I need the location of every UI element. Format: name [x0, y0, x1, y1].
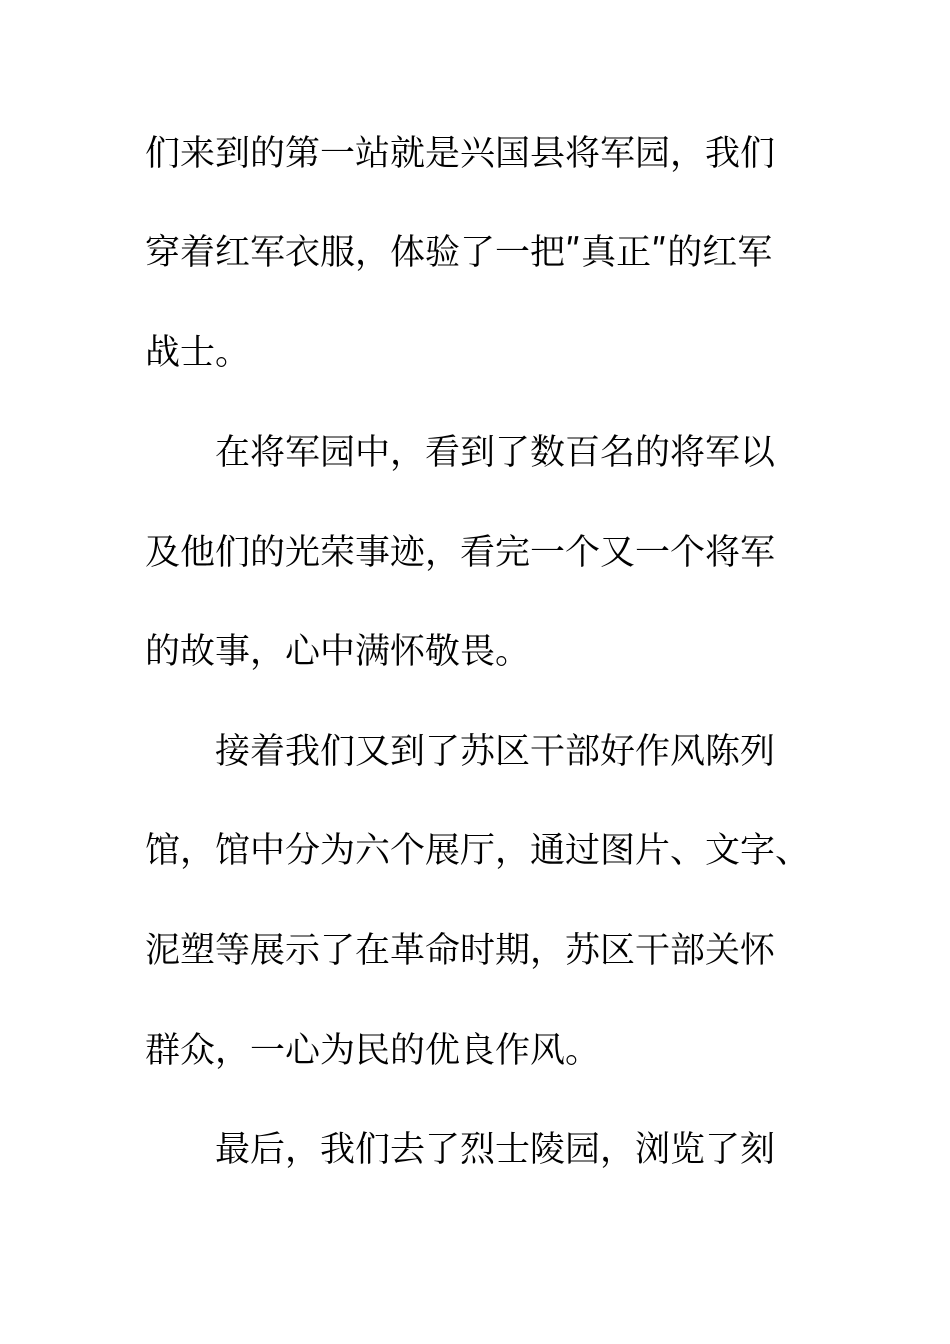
paragraph-first-line: 接着我们又到了苏区干部好作风陈列	[215, 732, 776, 772]
text-line: 馆，馆中分为六个展厅，通过图片、文字、	[145, 831, 811, 871]
text-line: 泥塑等展示了在革命时期，苏区干部关怀	[145, 931, 776, 971]
text-line: 群众，一心为民的优良作风。	[145, 1031, 601, 1071]
text-line: 战士。	[145, 333, 251, 373]
text-line: 的故事，心中满怀敬畏。	[145, 632, 531, 672]
text-line: 们来到的第一站就是兴国县将军园，我们	[145, 134, 776, 174]
paragraph-first-line: 最后，我们去了烈士陵园，浏览了刻	[215, 1130, 776, 1170]
text-line: 及他们的光荣事迹，看完一个又一个将军	[145, 533, 776, 573]
text-line: 穿着红军衣服，体验了一把ʺ真正ʺ的红军	[145, 233, 773, 273]
paragraph-first-line: 在将军园中，看到了数百名的将军以	[215, 433, 776, 473]
